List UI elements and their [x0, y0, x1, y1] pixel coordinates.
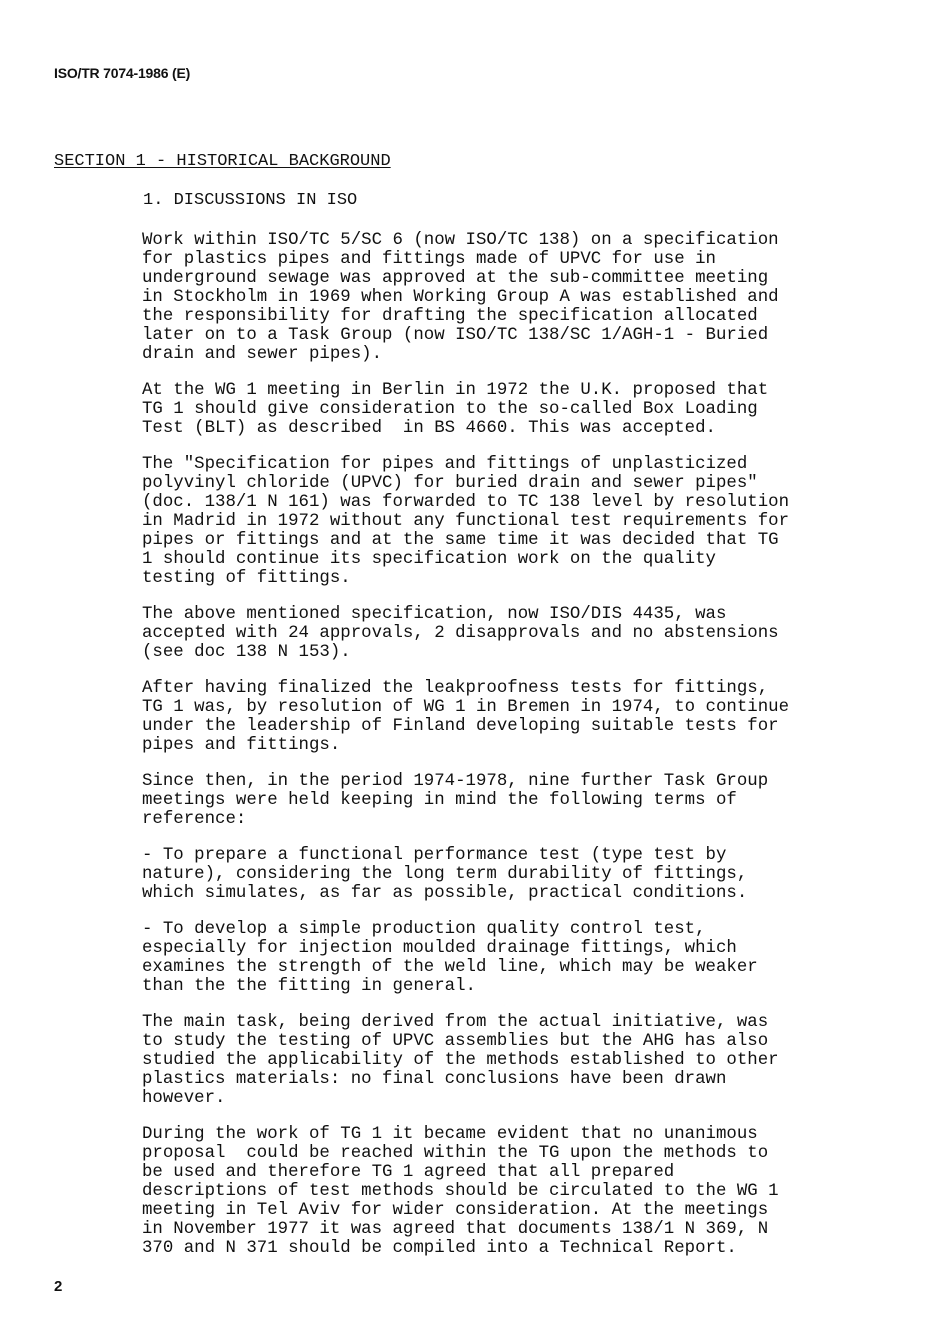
section-title: SECTION 1 - HISTORICAL BACKGROUND	[54, 152, 391, 171]
paragraph: The "Specification for pipes and fittings of unplasticized polyvinyl chloride (UPVC) for buried drain and sewer pipes" (doc. 138/1 N 161) was forwarded to TC 138 level by resolution in Madrid in 1972 without any functional test requirements for pipes or fittings and at the same time it was decided that TG 1 should continue its specification work on the quality testing of fittings.	[142, 455, 790, 588]
document-body	[142, 231, 932, 1275]
subsection-title: 1. DISCUSSIONS IN ISO	[143, 191, 358, 210]
document-header: ISO/TR 7074-1986 (E)	[54, 65, 191, 81]
paragraph: Since then, in the period 1974-1978, nine further Task Group meetings were held keeping in mind the following terms of reference:	[142, 772, 769, 829]
paragraph: The main task, being derived from the actual initiative, was to study the testing of UPVC assemblies but the AHG has also studied the applicability of the methods established to other plastics materials: no final conclusions have been drawn however.	[142, 1013, 779, 1108]
list-item: - To prepare a functional performance test (type test by nature), considering the long term durability of fittings, which simulates, as far as possible, practical conditions.	[142, 846, 748, 903]
paragraph: Work within ISO/TC 5/SC 6 (now ISO/TC 138) on a specification for plastics pipes and fittings made of UPVC for use in underground sewage was approved at the sub-committee meeting in Stockholm in 1969 when Working Group A was established and the responsibility for drafting the specification allocated later on to a Task Group (now ISO/TC 138/SC 1/AGH-1 - Buried drain and sewer pipes).	[142, 231, 779, 364]
paragraph: The above mentioned specification, now ISO/DIS 4435, was accepted with 24 approvals, 2 disapprovals and no abstensions (see doc 138 N 153).	[142, 605, 779, 662]
page-number: 2	[54, 1278, 63, 1295]
paragraph: After having finalized the leakproofness tests for fittings, TG 1 was, by resolution of WG 1 in Bremen in 1974, to continue under the leadership of Finland developing suitable tests for pipes and fittings.	[142, 679, 790, 755]
paragraph: During the work of TG 1 it became evident that no unanimous proposal could be reached within the TG upon the methods to be used and therefore TG 1 agreed that all prepared descriptions of test methods should be circulated to the WG 1 meeting in Tel Aviv for wider consideration. At the meetings in November 1977 it was agreed that documents 138/1 N 369, N 370 and N 371 should be compiled into a Technical Report.	[142, 1125, 779, 1258]
list-item: - To develop a simple production quality control test, especially for injection moulded drainage fittings, which examines the strength of the weld line, which may be weaker than the the fitting in general.	[142, 920, 758, 996]
paragraph: At the WG 1 meeting in Berlin in 1972 the U.K. proposed that TG 1 should give consideration to the so-called Box Loading Test (BLT) as described in BS 4660. This was accepted.	[142, 381, 769, 438]
